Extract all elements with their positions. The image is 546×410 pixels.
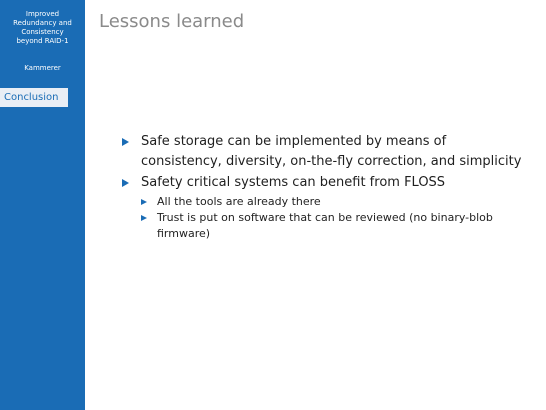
triangle-bullet-icon — [141, 199, 147, 205]
sub-bullet-list — [141, 194, 522, 242]
sub-bullet-item-text: All the tools are already there — [157, 195, 321, 208]
triangle-bullet-icon — [122, 138, 129, 146]
sidebar — [0, 0, 85, 410]
triangle-bullet-icon — [141, 215, 147, 221]
presentation-author: Kammerer — [24, 64, 61, 72]
bullet-item-text: Safe storage can be implemented by means of consistency, diversity, on-the-fly correction, and simplicity — [141, 134, 522, 169]
presentation-title: Improved Redundancy and Consistency beyond RAID-1 — [13, 10, 72, 45]
bullet-item — [122, 173, 522, 193]
slide-content — [122, 132, 522, 242]
sub-bullet-item — [141, 210, 522, 242]
sub-bullet-item — [141, 194, 522, 210]
bullet-item — [122, 132, 522, 172]
triangle-bullet-icon — [122, 179, 129, 187]
sub-bullet-item-text: Trust is put on software that can be reviewed (no binary-blob firmware) — [157, 211, 493, 240]
slide-title: Lessons learned — [99, 11, 245, 32]
sidebar-item-conclusion[interactable]: Conclusion — [0, 88, 68, 107]
bullet-item-text: Safety critical systems can benefit from FLOSS — [141, 175, 446, 190]
